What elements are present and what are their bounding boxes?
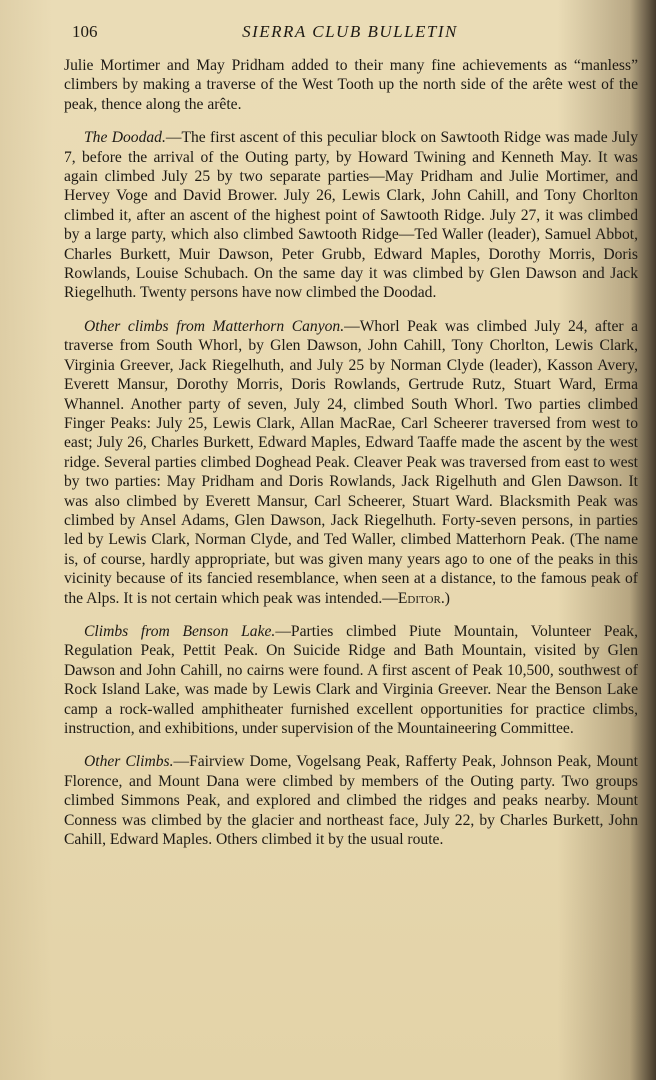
- section-lead-benson-lake: Climbs from Benson Lake.: [84, 622, 276, 640]
- editor-signature: Editor.: [397, 589, 445, 607]
- paragraph-text: —Whorl Peak was climbed July 24, after a traverse from South Whorl, by Glen Dawson, John Cahill, Tony Chorlton, Lewis Clark, Virginia Greever, Jack Riegelhuth, and July 25 by Norman Clyde (leader), Kasson Avery, Everett Mansur, Dorothy Morris, Doris Rowlands, Gertrude Rutz, Stuart Ward, Erma Whannel. Another party of seven, July 24, climbed South Whorl. Two parties climbed Finger Peaks: July 25, Lewis Clark, Allan MacRae, Carl Scheerer traversed from west to east; July 26, Charles Burkett, Edward Maples, Edward Taaffe made the ascent by the west ridge. Several parties climbed Doghead Peak. Cleaver Peak was traversed from east to west by two parties: May Pridham and Doris Rowlands, Jack Rigelhuth and Glen Dawson. It was also climbed by Everett Mansur, Carl Scheerer, Stuart Ward. Blacksmith Peak was climbed by Ansel Adams, Glen Dawson, Jack Riegelhuth. Forty-seven persons, in parties led by Lewis Clark, Norman Clyde, and Ted Waller, climbed Matterhorn Peak. (The name is, of course, hardly appropriate, but was given many years ago to one of the peaks in this vicinity because of its fancied resemblance, when seen at a distance, to the famous peak of the Alps. It is not certain which peak was intended.—: [64, 317, 639, 607]
- paragraph-benson-lake: [64, 622, 638, 738]
- paragraph-doodad: [64, 128, 638, 303]
- running-head: SIERRA CLUB BULLETIN: [242, 22, 458, 41]
- page-header: [64, 22, 638, 52]
- paragraph-text-closing: ): [444, 589, 450, 607]
- paragraph-text: —Parties climbed Piute Mountain, Volunteer Peak, Regulation Peak, Pettit Peak. On Suicide Ridge and Bath Mountain, visited by Glen Dawson and John Cahill, no cairns were found. A first ascent of Peak 10,500, southwest of Rock Island Lake, was made by Lewis Clark and Virginia Greever. Near the Benson Lake camp a rock-walled amphitheater furnished excellent opportunities for practice climbs, instruction, and exhibitions, under supervision of the Mountaineering Committee.: [64, 622, 639, 737]
- page-number: 106: [72, 22, 98, 41]
- paragraph-text: Julie Mortimer and May Pridham added to their many fine achievements as “manless” climbers by making a traverse of the West Tooth up the north side of the arête west of the peak, thence along the arête.: [64, 57, 638, 113]
- paragraph-other-climbs: [64, 752, 638, 849]
- page-content: [64, 22, 638, 863]
- paragraph-matterhorn-canyon: [64, 317, 638, 608]
- section-lead-matterhorn-canyon: Other climbs from Matterhorn Canyon.: [84, 317, 345, 335]
- paragraph-text: —Fairview Dome, Vogelsang Peak, Rafferty Peak, Johnson Peak, Mount Florence, and Mount Dana were climbed by members of the Outing party. Two groups climbed Simmons Peak, and explored and climbed the ridges and peaks nearby. Mount Conness was climbed by the glacier and northeast face, July 22, by Charles Burkett, John Cahill, Edward Maples. Others climbed it by the usual route.: [64, 753, 638, 849]
- section-lead-doodad: The Doodad.: [84, 129, 166, 147]
- section-lead-other-climbs: Other Climbs.: [84, 753, 174, 771]
- paragraph-text: —The first ascent of this peculiar block on Sawtooth Ridge was made July 7, before the arrival of the Outing party, by Howard Twining and Kenneth May. It was again climbed July 25 by two separate parties—May Pridham and Julie Mortimer, and Hervey Voge and David Brower. July 26, Lewis Clark, John Cahill, and Tony Chorlton climbed it, after an ascent of the highest point of Sawtooth Ridge. July 27, it was climbed by a large party, which also climbed Sawtooth Ridge—Ted Waller (leader), Samuel Abbot, Charles Burkett, Muir Dawson, Peter Grubb, Edward Maples, Dorothy Morris, Doris Rowlands, Louise Schubach. On the same day it was climbed by Glen Dawson and Jack Riegelhuth. Twenty persons have now climbed the Doodad.: [64, 129, 638, 302]
- paragraph-west-tooth: [64, 56, 638, 114]
